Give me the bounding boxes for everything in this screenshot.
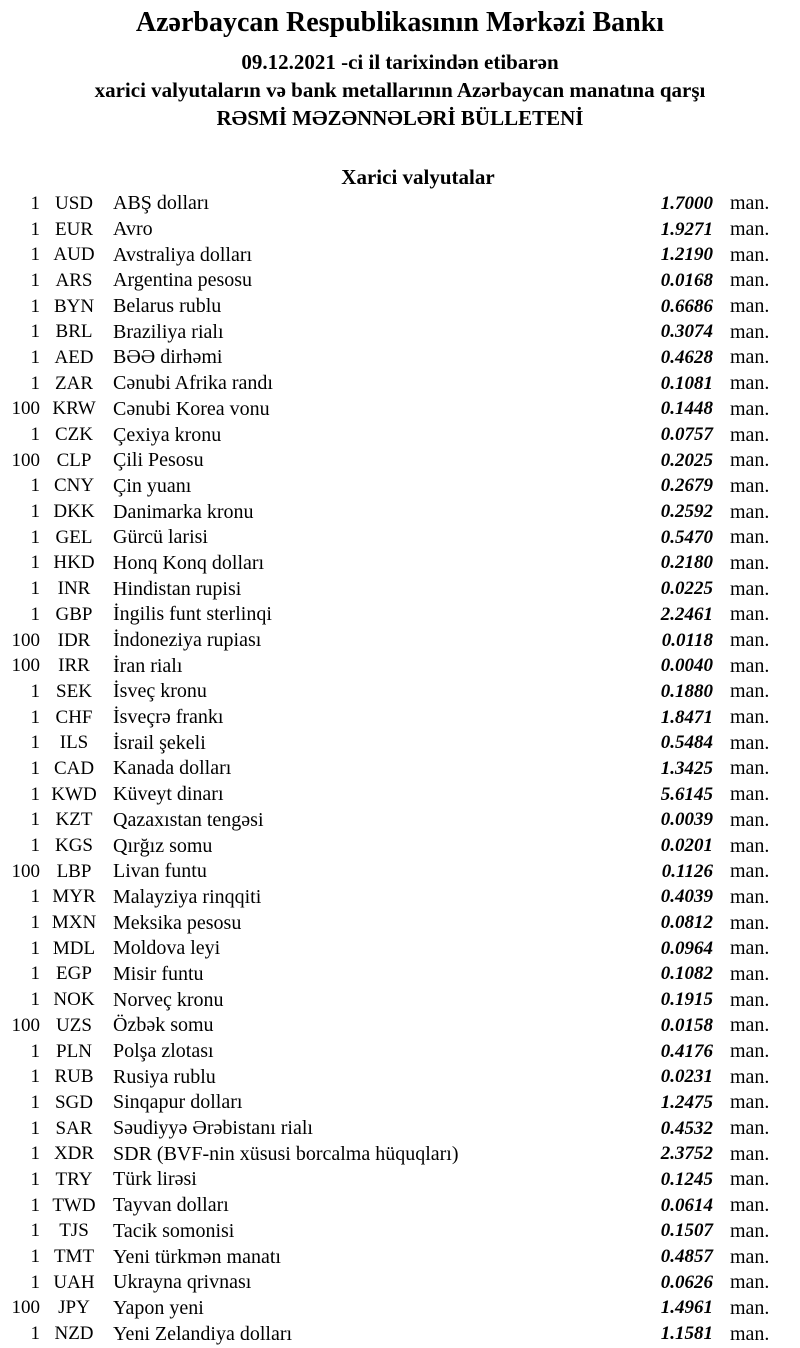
row-rate-value: 0.4176 [660,1040,713,1062]
row-currency-code: KZT [55,809,93,831]
row-rate-value: 0.2025 [660,449,713,471]
row-currency-code: IDR [57,629,91,651]
row-currency-code: TRY [55,1168,93,1190]
row-unit-label: man. [730,1142,770,1165]
row-rate-value: 0.1245 [660,1168,713,1190]
row-unit-label: man. [730,551,770,574]
row-rate-value: 0.4857 [660,1246,713,1268]
row-currency-code: NOK [53,989,95,1011]
row-quantity: 1 [30,603,40,625]
row-rate-value: 0.0626 [660,1271,713,1293]
row-currency-code: NZD [54,1323,94,1345]
row-rate-value: 0.4532 [660,1117,713,1139]
row-currency-name: Danimarka kronu [113,500,254,523]
row-currency-name: Tacik somonisi [113,1219,235,1242]
row-currency-name: Cənubi Korea vonu [113,397,270,420]
row-quantity: 1 [30,757,40,779]
row-rate-value: 1.8471 [660,706,713,728]
row-currency-code: GEL [55,526,93,548]
row-currency-code: SAR [55,1117,93,1139]
table-row [0,397,800,423]
row-quantity: 1 [30,192,40,214]
row-unit-label: man. [730,397,770,420]
row-quantity: 1 [30,475,40,497]
table-row [0,268,800,294]
row-currency-code: KRW [52,398,96,420]
subtitle-line: xarici valyutaların və bank metallarının Azərbaycan manatına qarşı [94,78,706,102]
row-unit-label: man. [730,577,770,600]
row-currency-name: Ukrayna qrivnası [113,1271,252,1294]
row-currency-code: GBP [55,603,93,625]
table-row [0,1167,800,1193]
row-currency-code: XDR [53,1143,95,1165]
row-quantity: 100 [11,655,40,677]
row-currency-code: KWD [51,783,97,805]
row-currency-name: Meksika pesosu [113,911,242,934]
row-rate-value: 0.0168 [660,269,713,291]
table-row [0,628,800,654]
row-currency-code: INR [57,578,91,600]
rates-table [0,191,800,1347]
table-row [0,962,800,988]
table-row [0,422,800,448]
row-rate-value: 0.2679 [660,475,713,497]
row-currency-code: ZAR [55,372,93,394]
row-unit-label: man. [730,372,770,395]
row-unit-label: man. [730,295,770,318]
row-unit-label: man. [730,1168,770,1191]
row-rate-value: 0.5484 [660,732,713,754]
row-unit-label: man. [730,680,770,703]
row-quantity: 1 [30,809,40,831]
page-title: Azərbaycan Respublikasının Mərkəzi Bankı [135,7,665,38]
row-currency-name: Misir funtu [113,962,204,985]
row-rate-value: 1.2190 [660,244,713,266]
row-unit-label: man. [730,423,770,446]
row-quantity: 1 [30,1194,40,1216]
row-unit-label: man. [730,603,770,626]
row-quantity: 1 [30,732,40,754]
row-unit-label: man. [730,1091,770,1114]
row-currency-code: DKK [53,501,95,523]
row-rate-value: 0.1915 [660,989,713,1011]
row-currency-name: Gürcü larisi [113,526,208,549]
row-unit-label: man. [730,885,770,908]
row-currency-name: BƏƏ dirhəmi [113,346,223,369]
row-quantity: 1 [30,1220,40,1242]
row-rate-value: 0.2592 [660,501,713,523]
row-rate-value: 0.0231 [660,1066,713,1088]
row-unit-label: man. [730,346,770,369]
row-quantity: 1 [30,578,40,600]
table-row [0,730,800,756]
row-currency-name: Argentina pesosu [113,269,253,292]
row-currency-name: Honq Konq dolları [113,551,265,574]
table-row [0,833,800,859]
row-unit-label: man. [730,808,770,831]
row-rate-value: 0.1448 [660,398,713,420]
row-unit-label: man. [730,500,770,523]
row-currency-code: SGD [54,1091,93,1113]
row-rate-value: 0.0812 [660,912,713,934]
row-currency-name: Polşa zlotası [113,1040,214,1063]
table-row [0,474,800,500]
table-row [0,448,800,474]
row-unit-label: man. [730,1014,770,1037]
table-row [0,679,800,705]
row-quantity: 1 [30,1091,40,1113]
row-currency-name: İsveçrə frankı [113,706,224,729]
row-unit-label: man. [730,706,770,729]
row-currency-code: UZS [56,1014,92,1036]
row-currency-code: KGS [54,835,93,857]
row-rate-value: 0.0757 [660,424,713,446]
row-currency-name: Avro [113,218,153,241]
table-row [0,345,800,371]
row-quantity: 100 [11,1014,40,1036]
row-unit-label: man. [730,783,770,806]
row-unit-label: man. [730,1245,770,1268]
row-currency-name: Malayziya rinqqiti [113,885,262,908]
row-rate-value: 1.7000 [660,192,713,214]
row-currency-code: RUB [54,1066,94,1088]
row-quantity: 1 [30,1040,40,1062]
row-currency-name: Küveyt dinarı [113,783,224,806]
row-currency-code: MDL [52,937,96,959]
table-row [0,1116,800,1142]
row-currency-code: TJS [59,1220,89,1242]
row-quantity: 100 [11,629,40,651]
row-currency-name: Hindistan rupisi [113,577,242,600]
row-currency-code: HKD [53,552,95,574]
row-unit-label: man. [730,320,770,343]
row-currency-name: Braziliya rialı [113,320,224,343]
row-quantity: 1 [30,680,40,702]
section-title: Xarici valyutalar [341,165,495,189]
row-currency-name: Səudiyyə Ərəbistanı rialı [113,1117,313,1140]
row-currency-name: Cənubi Afrika randı [113,372,273,395]
row-unit-label: man. [730,834,770,857]
row-currency-code: CLP [56,449,92,471]
row-currency-name: Çili Pesosu [113,449,204,472]
row-quantity: 100 [11,449,40,471]
row-currency-code: BRL [55,321,93,343]
row-unit-label: man. [730,1219,770,1242]
row-currency-code: SEK [56,680,92,702]
row-currency-code: EGP [56,963,92,985]
table-row [0,294,800,320]
row-rate-value: 1.2475 [660,1091,713,1113]
row-currency-name: Norveç kronu [113,988,224,1011]
row-rate-value: 0.0225 [660,578,713,600]
row-currency-code: CHF [55,706,93,728]
table-row [0,1193,800,1219]
row-currency-code: MXN [51,912,97,934]
row-unit-label: man. [730,654,770,677]
row-currency-name: Moldova leyi [113,937,221,960]
row-rate-value: 0.0614 [660,1194,713,1216]
row-unit-label: man. [730,1065,770,1088]
row-quantity: 1 [30,295,40,317]
row-currency-name: Yeni Zelandiya dolları [113,1322,293,1345]
row-rate-value: 0.1880 [660,680,713,702]
table-row [0,576,800,602]
row-unit-label: man. [730,629,770,652]
row-currency-code: TWD [52,1194,96,1216]
table-row [0,1321,800,1347]
row-unit-label: man. [730,1296,770,1319]
table-row [0,319,800,345]
row-rate-value: 0.3074 [660,321,713,343]
table-row [0,1141,800,1167]
row-rate-value: 0.0040 [660,655,713,677]
row-rate-value: 1.3425 [660,757,713,779]
row-currency-name: SDR (BVF-nin xüsusi borcalma hüquqları) [113,1142,459,1165]
row-currency-name: Belarus rublu [113,295,222,318]
row-quantity: 1 [30,218,40,240]
table-row [0,242,800,268]
table-row [0,1039,800,1065]
table-row [0,217,800,243]
row-quantity: 1 [30,783,40,805]
table-row [0,859,800,885]
row-currency-name: Yapon yeni [113,1296,204,1319]
row-quantity: 100 [11,860,40,882]
row-currency-name: Çin yuanı [113,474,192,497]
row-currency-name: ABŞ dolları [113,192,210,215]
row-rate-value: 1.9271 [660,218,713,240]
row-quantity: 1 [30,1323,40,1345]
row-quantity: 1 [30,244,40,266]
table-row [0,885,800,911]
row-rate-value: 0.5470 [660,526,713,548]
row-currency-name: Özbək somu [113,1014,214,1037]
row-rate-value: 0.0039 [660,809,713,831]
row-rate-value: 0.4628 [660,346,713,368]
effective-date-line: 09.12.2021 -ci il tarixindən etibarən [241,50,559,74]
table-row [0,1219,800,1245]
row-currency-name: Çexiya kronu [113,423,222,446]
row-currency-name: Sinqapur dolları [113,1091,243,1114]
table-row [0,525,800,551]
row-quantity: 100 [11,398,40,420]
row-unit-label: man. [730,1194,770,1217]
row-quantity: 1 [30,1117,40,1139]
row-rate-value: 2.3752 [660,1143,713,1165]
row-unit-label: man. [730,911,770,934]
row-currency-name: İngilis funt sterlinqi [113,603,272,626]
bulletin-title-line: RƏSMİ MƏZƏNNƏLƏRİ BÜLLETENİ [216,106,584,130]
row-unit-label: man. [730,192,770,215]
table-row [0,936,800,962]
row-currency-code: EUR [55,218,93,240]
row-quantity: 1 [30,1271,40,1293]
table-row [0,1296,800,1322]
table-row [0,602,800,628]
row-quantity: 1 [30,912,40,934]
bulletin-header [0,0,800,132]
row-rate-value: 0.0158 [660,1014,713,1036]
row-currency-name: Livan funtu [113,860,207,883]
row-unit-label: man. [730,1117,770,1140]
row-unit-label: man. [730,449,770,472]
row-currency-name: Qazaxıstan tengəsi [113,808,264,831]
row-currency-name: Rusiya rublu [113,1065,216,1088]
row-currency-name: Türk lirəsi [113,1168,197,1191]
table-row [0,653,800,679]
row-quantity: 1 [30,963,40,985]
row-quantity: 1 [30,1066,40,1088]
row-currency-code: LBP [56,860,92,882]
row-unit-label: man. [730,988,770,1011]
row-unit-label: man. [730,731,770,754]
row-unit-label: man. [730,757,770,780]
row-rate-value: 0.1081 [660,372,713,394]
table-row [0,191,800,217]
row-quantity: 1 [30,269,40,291]
row-currency-code: PLN [56,1040,92,1062]
row-unit-label: man. [730,937,770,960]
table-row [0,371,800,397]
row-unit-label: man. [730,1040,770,1063]
row-rate-value: 0.4039 [660,886,713,908]
row-currency-code: UAH [53,1271,95,1293]
row-quantity: 1 [30,937,40,959]
row-currency-code: AUD [53,244,95,266]
table-row [0,499,800,525]
row-quantity: 1 [30,1143,40,1165]
row-quantity: 1 [30,346,40,368]
row-quantity: 1 [30,706,40,728]
row-currency-name: Yeni türkmən manatı [113,1245,281,1268]
row-currency-code: CZK [55,424,93,446]
table-row [0,808,800,834]
table-row [0,1270,800,1296]
row-currency-code: CNY [53,475,95,497]
row-currency-name: İran rialı [113,654,183,677]
table-row [0,705,800,731]
row-quantity: 100 [11,1297,40,1319]
table-row [0,987,800,1013]
row-currency-name: Qırğız somu [113,834,213,857]
row-rate-value: 5.6145 [660,783,713,805]
row-currency-code: MYR [52,886,96,908]
row-currency-code: TMT [53,1246,95,1268]
row-currency-name: Kanada dolları [113,757,232,780]
table-row [0,551,800,577]
row-quantity: 1 [30,501,40,523]
row-unit-label: man. [730,243,770,266]
table-row [0,1064,800,1090]
row-rate-value: 0.2180 [660,552,713,574]
row-quantity: 1 [30,1168,40,1190]
table-row [0,782,800,808]
row-currency-name: Tayvan dolları [113,1194,229,1217]
row-currency-name: Avstraliya dolları [113,243,253,266]
row-unit-label: man. [730,1322,770,1345]
row-currency-code: BYN [53,295,95,317]
row-rate-value: 1.1581 [660,1323,713,1345]
row-quantity: 1 [30,321,40,343]
row-rate-value: 2.2461 [660,603,713,625]
row-quantity: 1 [30,835,40,857]
row-rate-value: 0.1507 [660,1220,713,1242]
row-unit-label: man. [730,269,770,292]
row-quantity: 1 [30,886,40,908]
table-row [0,1244,800,1270]
row-quantity: 1 [30,552,40,574]
row-quantity: 1 [30,989,40,1011]
table-row [0,1013,800,1039]
row-unit-label: man. [730,474,770,497]
row-rate-value: 0.0118 [661,629,713,651]
row-rate-value: 0.6686 [660,295,713,317]
row-quantity: 1 [30,424,40,446]
row-unit-label: man. [730,526,770,549]
row-quantity: 1 [30,372,40,394]
row-currency-code: CAD [53,757,95,779]
row-rate-value: 0.0964 [660,937,713,959]
row-quantity: 1 [30,1246,40,1268]
row-currency-code: AED [54,346,94,368]
row-unit-label: man. [730,962,770,985]
row-unit-label: man. [730,860,770,883]
row-currency-name: İsrail şekeli [113,731,206,754]
table-row [0,910,800,936]
row-currency-name: İndoneziya rupiası [113,629,262,652]
row-rate-value: 0.0201 [660,835,713,857]
row-unit-label: man. [730,1271,770,1294]
table-row [0,756,800,782]
row-rate-value: 1.4961 [660,1297,713,1319]
row-currency-code: IRR [58,655,90,677]
row-currency-name: İsveç kronu [113,680,207,703]
row-rate-value: 0.1082 [660,963,713,985]
row-currency-code: USD [54,192,93,214]
row-currency-code: ARS [55,269,93,291]
row-rate-value: 0.1126 [661,860,713,882]
row-currency-code: JPY [58,1297,90,1319]
row-unit-label: man. [730,218,770,241]
row-quantity: 1 [30,526,40,548]
table-row [0,1090,800,1116]
row-currency-code: ILS [59,732,89,754]
